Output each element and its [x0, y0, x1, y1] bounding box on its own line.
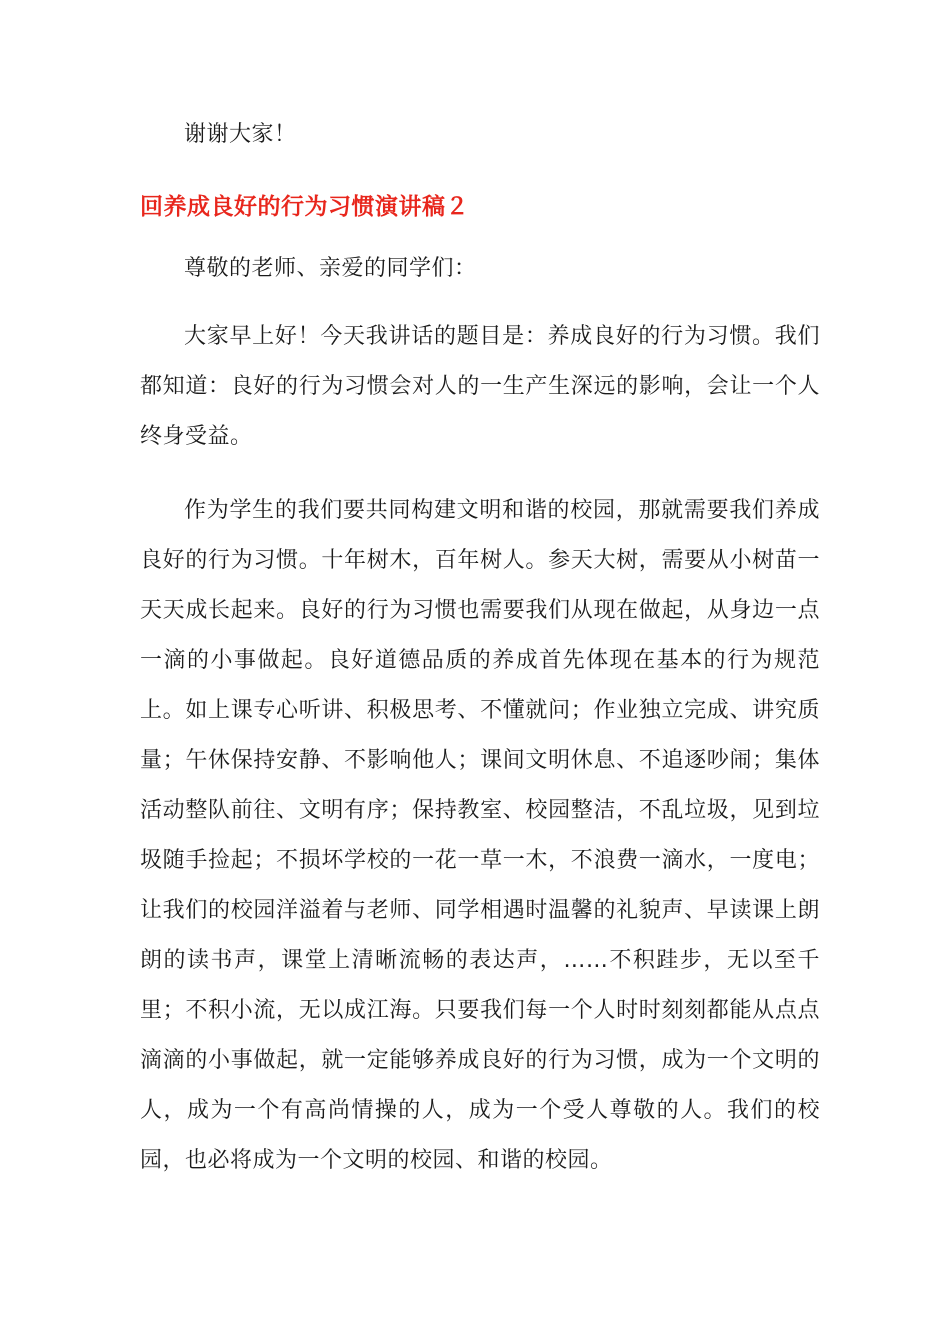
document-body — [140, 110, 820, 1186]
paragraph-intro: 大家早上好！今天我讲话的题目是：养成良好的行为习惯。我们都知道：良好的行为习惯会对人的一生产生深远的影响，会让一个人终身受益。 — [140, 324, 820, 449]
salutation: 尊敬的老师、亲爱的同学们： — [184, 256, 477, 281]
closing-line: 谢谢大家！ — [184, 122, 297, 147]
paragraph-body: 作为学生的我们要共同构建文明和谐的校园，那就需要我们养成良好的行为习惯。十年树木，百年树人。参天大树，需要从小树苗一天天成长起来。良好的行为习惯也需要我们从现在做起，从身边一点一滴的小事做起。良好道德品质的养成首先体现在基本的行为规范上。如上课专心听讲、积极思考、不懂就问；作业独立完成、讲究质量；午休保持安静、不影响他人；课间文明休息、不追逐吵闹；集体活动整队前往、文明有序；保持教室、校园整洁，不乱垃圾，见到垃圾随手捡起；不损坏学校的一花一草一木，不浪费一滴水，一度电；让我们的校园洋溢着与老师、同学相遇时温馨的礼貌声、早读课上朗朗的读书声，课堂上清晰流畅的表达声，……不积跬步，无以至千里；不积小流，无以成江海。只要我们每一个人时时刻刻都能从点点滴滴的小事做起，就一定能够养成良好的行为习惯，成为一个文明的人，成为一个有高尚情操的人，成为一个受人尊敬的人。我们的校园，也必将成为一个文明的校园、和谐的校园。 — [140, 498, 820, 1173]
section-heading: 回养成良好的行为习惯演讲稿２ — [140, 194, 469, 220]
